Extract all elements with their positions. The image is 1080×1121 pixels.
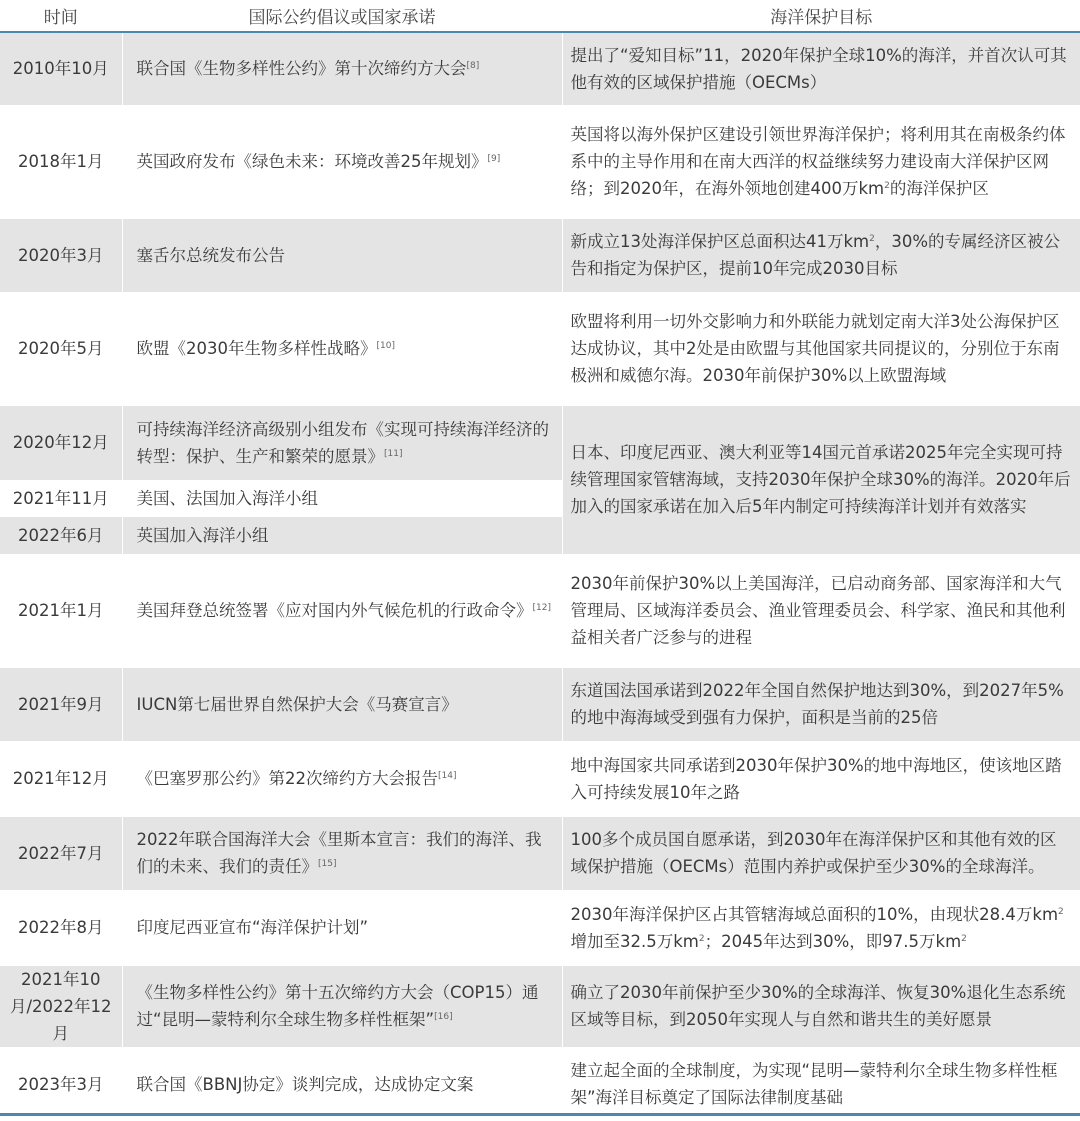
row-event: 可持续海洋经济高级别小组发布《实现可持续海洋经济的转型：保护、生产和繁荣的愿景》[11] <box>122 405 562 480</box>
table-row <box>0 218 1080 292</box>
table-row <box>0 741 1080 816</box>
row-event: 美国拜登总统签署《应对国内外气候危机的行政命令》[12] <box>122 554 562 667</box>
table-header-row <box>0 0 1080 32</box>
row-event: 塞舌尔总统发布公告 <box>122 218 562 292</box>
row-time: 2010年10月 <box>0 32 122 105</box>
row-target: 日本、印度尼西亚、澳大利亚等14国元首承诺2025年完全实现可持续管理国家管辖海域，支持2030年保护全球30%的海洋。2020年后加入的国家承诺在加入后5年内制定可持续海洋计划并有效落实 <box>562 405 1080 554</box>
row-time: 2021年9月 <box>0 667 122 741</box>
table-row <box>0 816 1080 890</box>
row-time: 2021年12月 <box>0 741 122 816</box>
table-row <box>0 292 1080 405</box>
header-target: 海洋保护目标 <box>562 0 1080 32</box>
row-target: 英国将以海外保护区建设引领世界海洋保护；将利用其在南极条约体系中的主导作用和在南大西洋的权益继续努力建设南大洋保护区网络；到2020年，在海外领地创建400万$km^2$的海洋保护区 <box>562 105 1080 218</box>
row-event: 《生物多样性公约》第十五次缔约方大会（COP15）通过“昆明—蒙特利尔全球生物多样性框架”[16] <box>122 965 562 1047</box>
table-row <box>0 965 1080 1047</box>
row-target: 新成立13处海洋保护区总面积达41万$km^2$，30%的专属经济区被公告和指定为保护区，提前10年完成2030目标 <box>562 218 1080 292</box>
header-time: 时间 <box>43 8 78 28</box>
row-event: IUCN第七届世界自然保护大会《马赛宣言》 <box>122 667 562 741</box>
row-time: 2020年12月 <box>0 405 122 480</box>
row-event: 联合国《生物多样性公约》第十次缔约方大会[8] <box>122 32 562 105</box>
table-row <box>0 1047 1080 1121</box>
row-time: 2022年7月 <box>0 816 122 890</box>
row-event: 欧盟《2030年生物多样性战略》[10] <box>122 292 562 405</box>
row-event: 印度尼西亚宣布“海洋保护计划” <box>122 890 562 965</box>
row-target: 地中海国家共同承诺到2030年保护30%的地中海地区，使该地区踏入可持续发展10年之路 <box>562 741 1080 816</box>
row-event: 美国、法国加入海洋小组 <box>122 480 562 517</box>
table-row <box>0 105 1080 218</box>
table-row <box>0 890 1080 965</box>
table-row <box>0 667 1080 741</box>
table-row <box>0 32 1080 105</box>
row-event: 英国加入海洋小组 <box>122 517 562 554</box>
row-target: 建立起全面的全球制度，为实现“昆明—蒙特利尔全球生物多样性框架”海洋目标奠定了国际法律制度基础 <box>562 1047 1080 1121</box>
row-time: 2020年5月 <box>0 292 122 405</box>
row-time: 2023年3月 <box>0 1047 122 1121</box>
row-event: 英国政府发布《绿色未来：环境改善25年规划》[9] <box>122 105 562 218</box>
row-time: 2021年10月/2022年12月 <box>0 965 122 1047</box>
row-event: 联合国《BBNJ协定》谈判完成，达成协定文案 <box>122 1047 562 1121</box>
row-target: 2030年海洋保护区占其管辖海域总面积的10%，由现状28.4万$km^2$增加至32.5万$km^2$；2045年达到30%，即97.5万$km^2$ <box>562 890 1080 965</box>
row-target: 2030年前保护30%以上美国海洋，已启动商务部、国家海洋和大气管理局、区域海洋委员会、渔业管理委员会、科学家、渔民和其他利益相关者广泛参与的进程 <box>562 554 1080 667</box>
row-target: 欧盟将利用一切外交影响力和外联能力就划定南大洋3处公海保护区达成协议，其中2处是由欧盟与其他国家共同提议的，分别位于东南极洲和威德尔海。2030年前保护30%以上欧盟海域 <box>562 292 1080 405</box>
row-time: 2021年11月 <box>0 480 122 517</box>
header-event: 国际公约倡议或国家承诺 <box>122 0 562 32</box>
row-time: 2021年1月 <box>0 554 122 667</box>
row-time: 2022年6月 <box>0 517 122 554</box>
row-time: 2018年1月 <box>0 105 122 218</box>
row-target: 东道国法国承诺到2022年全国自然保护地达到30%，到2027年5%的地中海海域受到强有力保护，面积是当前的25倍 <box>562 667 1080 741</box>
table-row <box>0 405 1080 480</box>
row-target: 提出了“爱知目标”11，2020年保护全球10%的海洋，并首次认可其他有效的区域保护措施（OECMs） <box>562 32 1080 105</box>
row-event: 《巴塞罗那公约》第22次缔约方大会报告[14] <box>122 741 562 816</box>
row-target: 100多个成员国自愿承诺，到2030年在海洋保护区和其他有效的区域保护措施（OECMs）范围内养护或保护至少30%的全球海洋。 <box>562 816 1080 890</box>
row-time: 2022年8月 <box>0 890 122 965</box>
table-row <box>0 554 1080 667</box>
row-event: 2022年联合国海洋大会《里斯本宣言：我们的海洋、我们的未来、我们的责任》[15] <box>122 816 562 890</box>
row-time: 2020年3月 <box>0 218 122 292</box>
row-target: 确立了2030年前保护至少30%的全球海洋、恢复30%退化生态系统区域等目标，到2050年实现人与自然和谐共生的美好愿景 <box>562 965 1080 1047</box>
